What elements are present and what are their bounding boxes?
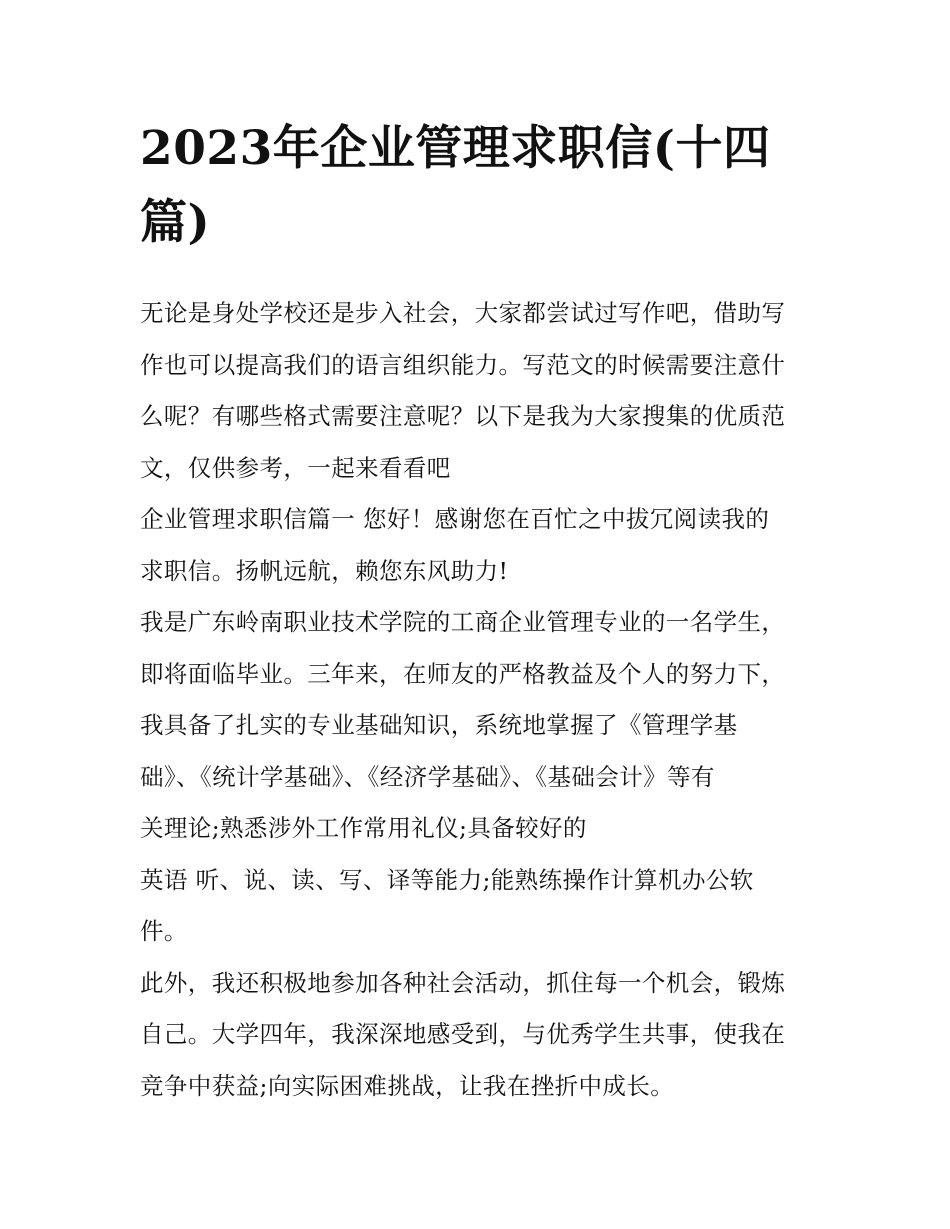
title-line: 篇) — [140, 195, 211, 250]
text-line: 作也可以提高我们的语言组织能力。写范文的时候需要注意什 — [140, 350, 786, 379]
greeting-paragraph — [140, 494, 812, 597]
text-line: 无论是身处学校还是步入社会，大家都尝试过写作吧，借助写 — [140, 299, 786, 327]
intro-paragraph — [140, 288, 812, 494]
text-line: 求职信。扬帆远航，赖您东风助力! — [140, 556, 509, 585]
text-line: 英语 听、说、读、写、译等能力;能熟练操作计算机办公软 — [140, 865, 754, 894]
text-line: 企业管理求职信篇一 您好！感谢您在百忙之中拔冗阅读我的 — [140, 505, 770, 533]
text-line: 础》、《统计学基础》、《经济学基础》、《基础会计》等有 — [140, 762, 715, 791]
text-line: 我具备了扎实的专业基础知识，系统地掌握了《管理学基 — [140, 711, 738, 739]
text-line: 关理论;熟悉涉外工作常用礼仪;具备较好的 — [140, 814, 587, 842]
document-page — [140, 112, 812, 1112]
background-paragraph — [140, 597, 812, 855]
text-line: 即将面临毕业。三年来，在师友的严格教益及个人的努力下， — [140, 659, 786, 688]
skills-paragraph — [140, 855, 812, 958]
text-line: 我是广东岭南职业技术学院的工商企业管理专业的一名学生， — [140, 608, 786, 636]
text-line: 自己。大学四年，我深深地感受到，与优秀学生共事，使我在 — [140, 1020, 786, 1048]
document-title — [140, 112, 812, 260]
text-line: 此外，我还积极地参加各种社会活动，抓住每一个机会，锻炼 — [140, 968, 786, 997]
activities-paragraph — [140, 958, 812, 1113]
title-line: 2023年企业管理求职信(十四 — [140, 121, 771, 176]
text-line: 件。 — [140, 917, 188, 945]
text-line: 文，仅供参考，一起来看看吧 — [140, 453, 451, 482]
text-line: 竞争中获益;向实际困难挑战，让我在挫折中成长。 — [140, 1071, 675, 1100]
text-line: 么呢？有哪些格式需要注意呢？以下是我为大家搜集的优质范 — [140, 402, 786, 430]
